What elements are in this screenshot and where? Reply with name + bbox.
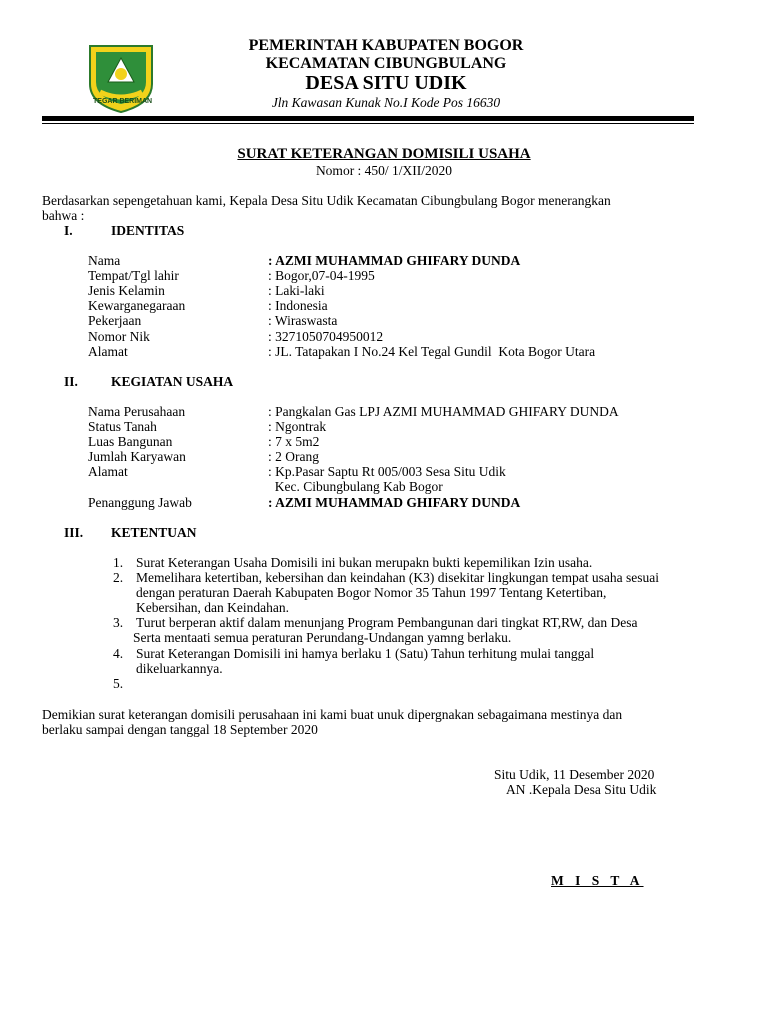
field-label: Jenis Kelamin [88, 283, 165, 298]
field-label: Nama Perusahaan [88, 404, 186, 419]
header-address: Jln Kawasan Kunak No.I Kode Pos 16630 [271, 95, 501, 110]
field-value: : AZMI MUHAMMAD GHIFARY DUNDA [268, 495, 521, 510]
field-value: : 2 Orang [268, 449, 319, 464]
field-value: : 3271050704950012 [268, 329, 384, 344]
field-value: : Pangkalan Gas LPJ AZMI MUHAMMAD GHIFARY DUNDA [268, 404, 619, 419]
field-value: : Wiraswasta [268, 313, 338, 328]
field-label: Alamat [88, 344, 128, 359]
field-label: Nama [88, 253, 121, 268]
field-value: : 7 x 5m2 [268, 434, 320, 449]
signature-place-date: Situ Udik, 11 Desember 2020 [494, 767, 655, 782]
provision-text: Surat Keterangan Usaha Domisili ini bukan merupakn bukti kepemilikan Izin usaha. [136, 555, 593, 570]
field-value: : Kp.Pasar Saptu Rt 005/003 Sesa Situ Udik [268, 464, 506, 479]
field-label: Kewarganegaraan [88, 298, 186, 313]
field-label: Nomor Nik [88, 329, 150, 344]
provision-text: dikeluarkannya. [136, 661, 223, 676]
intro-text-line1: Berdasarkan sepengetahuan kami, Kepala Desa Situ Udik Kecamatan Cibungbulang Bogor menerangkan [42, 193, 611, 208]
provision-text: Kebersihan, dan Keindahan. [136, 600, 289, 615]
provision-number: 4. [113, 646, 124, 661]
provision-number: 5. [113, 676, 124, 691]
provision-number: 1. [113, 555, 124, 570]
field-label: Tempat/Tgl lahir [88, 268, 179, 283]
header-rule-thin [42, 123, 694, 124]
provision-text: Surat Keterangan Domisili ini hamya berlaku 1 (Satu) Tahun terhitung mulai tanggal [136, 646, 595, 661]
section-number: I. [64, 223, 73, 238]
provision-text: Turut berperan aktif dalam menunjang Program Pembangunan dari tingkat RT,RW, dan Desa [136, 615, 638, 630]
provision-text: Serta mentaati semua peraturan Perundang-Undangan yamng berlaku. [133, 630, 512, 645]
field-value: : JL. Tatapakan I No.24 Kel Tegal Gundil Kota Bogor Utara [268, 344, 596, 359]
header-subdistrict: KECAMATAN CIBUNGBULANG [265, 55, 507, 72]
provision-number: 2. [113, 570, 124, 585]
field-value: : Indonesia [268, 298, 328, 313]
signature-role: AN .Kepala Desa Situ Udik [506, 782, 657, 797]
intro-text-line2: bahwa : [42, 208, 85, 223]
header-rule-thick [42, 116, 694, 121]
field-value: : Bogor,07-04-1995 [268, 268, 375, 283]
field-label: Alamat [88, 464, 128, 479]
field-value: : Ngontrak [268, 419, 327, 434]
field-label: Luas Bangunan [88, 434, 173, 449]
section-number: III. [64, 525, 84, 540]
field-value: : Laki-laki [268, 283, 325, 298]
document-number: Nomor : 450/ 1/XII/2020 [315, 163, 453, 178]
field-label: Jumlah Karyawan [88, 449, 186, 464]
field-value: Kec. Cibungbulang Kab Bogor [268, 479, 443, 494]
section-title: IDENTITAS [111, 223, 185, 238]
closing-text-line1: Demikian surat keterangan domisili perusahaan ini kami buat unuk dipergnakan sebagaimana mestinya dan [42, 707, 623, 722]
header-government: PEMERINTAH KABUPATEN BOGOR [248, 37, 524, 54]
section-title: KETENTUAN [111, 525, 197, 540]
provision-text: dengan peraturan Daerah Kabupaten Bogor Nomor 35 Tahun 1997 Tentang Ketertiban, [136, 585, 607, 600]
section-number: II. [64, 374, 78, 389]
closing-text-line2: berlaku sampai dengan tanggal 18 September 2020 [42, 722, 318, 737]
provision-number: 3. [113, 615, 124, 630]
field-label: Status Tanah [88, 419, 157, 434]
provision-text: Memelihara ketertiban, kebersihan dan keindahan (K3) disekitar lingkungan tempat usaha sesuai [136, 570, 659, 585]
field-value: : AZMI MUHAMMAD GHIFARY DUNDA [268, 253, 521, 268]
header-village: DESA SITU UDIK [305, 72, 467, 94]
field-label: Penanggung Jawab [88, 495, 192, 510]
logo-text: TEGAR BERIMAN [93, 98, 153, 105]
field-label: Pekerjaan [88, 313, 142, 328]
signatory-name: M I S T A [551, 873, 644, 888]
document-title: SURAT KETERANGAN DOMISILI USAHA [237, 146, 531, 162]
section-title: KEGIATAN USAHA [111, 374, 234, 389]
